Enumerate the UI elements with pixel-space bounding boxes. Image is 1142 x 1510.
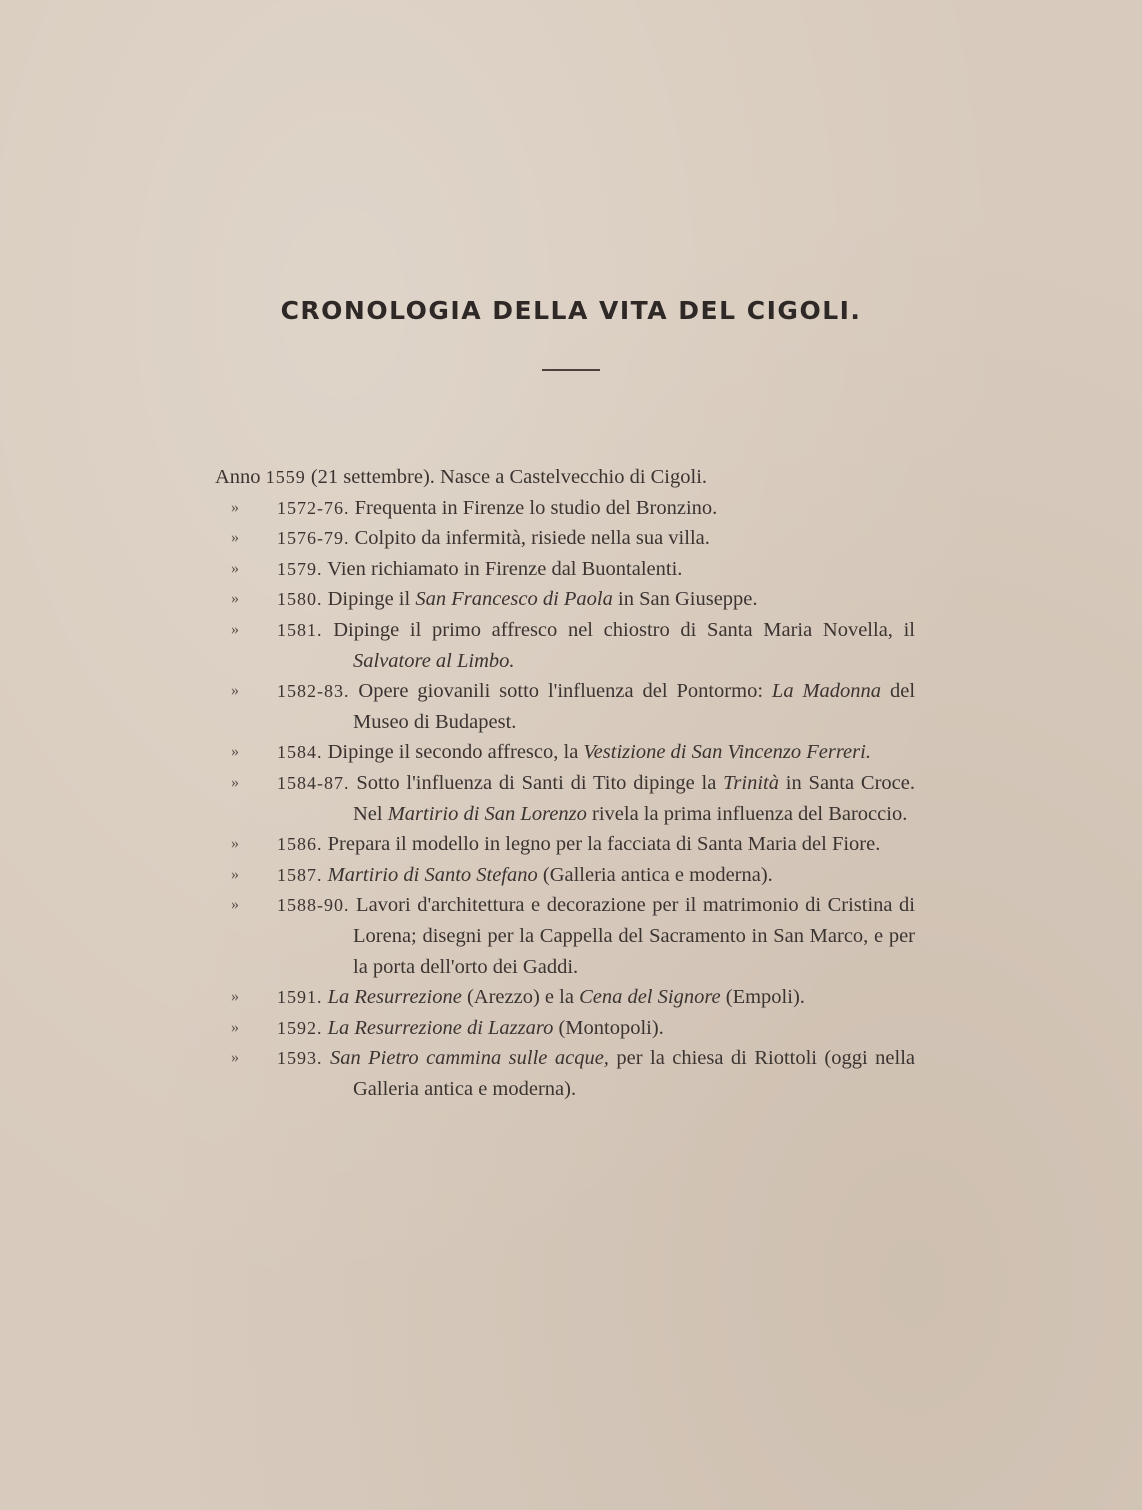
title-rule xyxy=(542,369,600,371)
entry-text: (Empoli). xyxy=(725,986,805,1009)
chronology-entry xyxy=(215,676,915,737)
entry-text: Dipinge il primo affresco nel chiostro di Santa Maria Novella, il xyxy=(333,618,915,641)
entry-text: (Arezzo) e la xyxy=(466,986,574,1009)
entry-text: per la chiesa di Riottoli (oggi nella Galleria antica e moderna). xyxy=(353,1047,915,1100)
entry-year: 1576-79. xyxy=(277,528,350,549)
ditto-mark: » xyxy=(231,682,239,700)
artwork-title: Vestizione di San Vincenzo Ferreri. xyxy=(583,741,871,764)
entry-text: rivela la prima influenza del Baroccio. xyxy=(592,802,908,825)
chronology-entry xyxy=(215,982,915,1013)
chronology-entry xyxy=(215,768,915,829)
chronology-entry xyxy=(215,860,915,891)
artwork-title: Martirio di Santo Stefano xyxy=(327,863,538,886)
chronology-entry xyxy=(215,615,915,676)
entry-text: Colpito da infermità, risiede nella sua villa. xyxy=(354,527,710,550)
artwork-title: La Resurrezione di Lazzaro xyxy=(327,1016,554,1039)
chronology-entry xyxy=(215,829,915,860)
anno-label: Anno xyxy=(215,466,261,488)
entry-text: Sotto l'influenza di Santi di Tito dipinge la xyxy=(356,771,717,794)
chronology-entry xyxy=(215,584,915,615)
artwork-title: La Madonna xyxy=(771,680,882,703)
ditto-mark: » xyxy=(231,590,239,608)
entry-year: 1584. xyxy=(277,742,323,763)
chronology-entry xyxy=(215,523,915,554)
artwork-title: Martirio di San Lorenzo xyxy=(387,802,587,825)
chronology-entry xyxy=(215,1043,915,1104)
chronology-first-entry xyxy=(215,462,915,493)
ditto-mark: » xyxy=(231,529,239,547)
chronology-list xyxy=(215,462,915,1104)
entry-text: Nasce a Castelvecchio di Cigoli. xyxy=(440,466,708,488)
ditto-mark: » xyxy=(231,896,239,914)
entry-date: (21 settembre). xyxy=(310,466,435,488)
entry-text: Dipinge il secondo affresco, la xyxy=(327,741,579,764)
artwork-title: Cena del Signore xyxy=(579,986,721,1009)
entry-text: Frequenta in Firenze lo studio del Bronzino. xyxy=(354,496,718,519)
entry-text: del Museo di Budapest. xyxy=(353,680,916,733)
entry-year: 1559 xyxy=(265,467,306,487)
artwork-title: San Pietro cammina sulle acque, xyxy=(329,1047,609,1070)
ditto-mark: » xyxy=(231,773,239,791)
entry-year: 1593. xyxy=(277,1048,323,1069)
entry-year: 1588-90. xyxy=(277,895,350,916)
entry-year: 1584-87. xyxy=(277,772,350,793)
entry-year: 1581. xyxy=(277,619,323,640)
entry-year: 1580. xyxy=(277,589,323,610)
entry-year: 1572-76. xyxy=(277,497,350,518)
artwork-title: Salvatore al Limbo. xyxy=(353,649,515,672)
ditto-mark: » xyxy=(231,865,239,883)
ditto-mark: » xyxy=(231,1049,239,1067)
ditto-mark: » xyxy=(231,988,239,1006)
chronology-entry xyxy=(215,1013,915,1044)
chronology-entry xyxy=(215,554,915,585)
ditto-mark: » xyxy=(231,559,239,577)
entry-text: in Santa Croce. Nel xyxy=(353,771,915,825)
entry-text: (Montopoli). xyxy=(558,1016,664,1039)
entry-text: Dipinge il xyxy=(327,588,411,611)
entry-text: in San Giuseppe. xyxy=(618,588,758,611)
entry-year: 1591. xyxy=(277,987,323,1008)
chronology-entry xyxy=(215,890,915,982)
entry-year: 1579. xyxy=(277,558,323,579)
ditto-mark: » xyxy=(231,1018,239,1036)
ditto-mark: » xyxy=(231,620,239,638)
chronology-entry xyxy=(215,493,915,524)
artwork-title: La Resurrezione xyxy=(327,986,462,1009)
entry-year: 1592. xyxy=(277,1017,323,1038)
ditto-mark: » xyxy=(231,743,239,761)
entry-text: Prepara il modello in legno per la facciata di Santa Maria del Fiore. xyxy=(327,833,881,856)
ditto-mark: » xyxy=(231,498,239,516)
entry-year: 1582-83. xyxy=(277,681,350,702)
page-title: CRONOLOGIA DELLA VITA DEL CIGOLI. xyxy=(280,296,862,325)
entry-text: Vien richiamato in Firenze dal Buontalenti. xyxy=(327,557,683,580)
artwork-title: Trinità xyxy=(723,771,779,794)
entry-text: Opere giovanili sotto l'influenza del Pontormo: xyxy=(358,680,764,703)
entry-text: Lavori d'architettura e decorazione per il matrimonio di Cristina di Lorena; disegni per la Cappella del Sacramento in San Marco, e per la porta dell'orto dei Gaddi. xyxy=(353,894,915,978)
artwork-title: San Francesco di Paola xyxy=(415,588,613,611)
chronology-entry xyxy=(215,737,915,768)
entry-year: 1587. xyxy=(277,864,323,885)
entry-year: 1586. xyxy=(277,834,323,855)
entry-text: (Galleria antica e moderna). xyxy=(542,863,773,886)
ditto-mark: » xyxy=(231,835,239,853)
